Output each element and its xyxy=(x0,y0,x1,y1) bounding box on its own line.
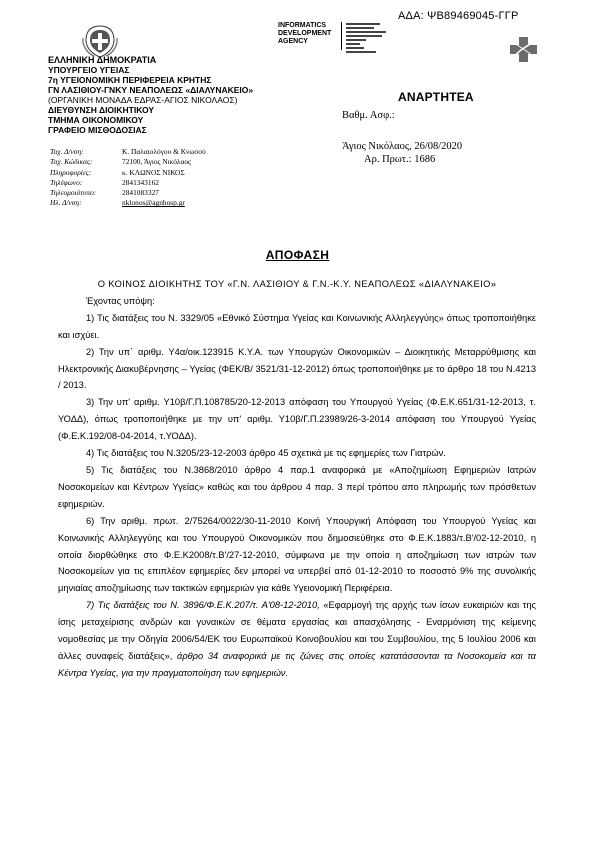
logo-line-2: DEVELOPMENT xyxy=(278,30,332,37)
ada-number: ΑΔΑ: ΨΒ89469045-ΓΓΡ xyxy=(398,10,519,22)
clause-6: 6) Την αριθμ. πρωτ. 2/75264/0022/30-11-2010 Κοινή Υπουργική Απόφαση του Υπουργού Υγείας και Κοινωνικής Αλληλεγγύης και του Υπουργού Οικονομικών που δημοσιεύθηκε στο Φ.Ε.Κ.1883/τ.Β'/02-12-2010, η οποία διορθώθηκε στο Φ.Ε.Κ2008/τ.Β'/27-12-2010, σύμφωνα με την οποία η αποζημίωση των ιατρών των Νοσοκομείων για τις επιπλέον εφημερίες δεν μπορεί να υπερβεί από 01-12-2010 το ποσοστό 9% της συνολικής μηνιαίας αποζημίωσης των τακτικών εφημεριών για κάθε Υγειονομική Περιφέρεια. xyxy=(58,515,536,594)
security-grade: Βαθμ. Ασφ.: xyxy=(342,110,395,121)
contact-key: Τηλεομοιότυπο: xyxy=(50,188,97,198)
protocol-number: Αρ. Πρωτ.: 1686 xyxy=(364,154,436,165)
clause-1: 1) Τις διατάξεις του Ν. 3329/05 «Εθνικό Σύστημα Υγείας και Κοινωνικής Αλληλεγγύης» όπως τροποποιήθηκε και ισχύει. xyxy=(58,312,536,340)
body-lead: Έχοντας υπόψη: xyxy=(86,295,155,306)
header-line-5: (ΟΡΓΑΝΙΚΗ ΜΟΝΑΔΑ ΕΔΡΑΣ-ΑΓΙΟΣ ΝΙΚΟΛΑΟΣ) xyxy=(48,95,238,105)
contact-value: 2841343162 xyxy=(122,177,159,187)
clause-2: 2) Την υπ΄ αριθμ. Υ4α/οικ.123915 Κ.Υ.Α. των Υπουργών Οικονομικών – Διοικητικής Μεταρρύθμισης και Ηλεκτρονικής Διακυβέρνησης – Υγείας (ΦΕΚ/Β/ 3521/31-12-2012) όπως τροποποιήθηκε με το άρθρο 18 του Ν.4213 / 2013. xyxy=(58,346,536,391)
contact-key: Ηλ. Δ/νση: xyxy=(50,198,82,208)
clause-7-article: άρθρο 34 αναφορικά με τις ζώνες στις οποίες κατατάσσονται τα Νοσοκομεία και τα Κέντρα Υγείας, για την πραγματοποίηση των εφημεριών. xyxy=(58,650,536,678)
header-line-8: ΓΡΑΦΕΙΟ ΜΙΣΘΟΔΟΣΙΑΣ xyxy=(48,125,147,135)
header-line-7: ΤΜΗΜΑ ΟΙΚΟΝΟΜΙΚΟΥ xyxy=(48,115,144,125)
greek-crest-icon xyxy=(80,24,120,58)
decision-body xyxy=(58,276,536,682)
header-line-2: ΥΠΟΥΡΓΕΙΟ ΥΓΕΙΑΣ xyxy=(48,65,130,75)
contact-value: Κ. Παλαιολόγου & Κνωσού xyxy=(122,147,206,156)
header-line-4: ΓΝ ΛΑΣΙΘΙΟΥ-ΓΝΚΥ ΝΕΑΠΟΛΕΩΣ «ΔΙΑΛΥΝΑΚΕΙΟ» xyxy=(48,85,254,95)
clause-3: 3) Την υπ' αριθμ. Υ10β/Γ.Π.108785/20-12-2013 απόφαση του Υπουργού Υγείας (Φ.Ε.Κ.651/31-12-2013, τ. ΥΟΔΔ), όπως τροποποιήθηκε με την υπ' αριθμ. Υ10β/Γ.Π.23989/26-3-2014 απόφαση του Υπουργού Υγείας (Φ.Ε.Κ.192/08-04-2014, τ.ΥΟΔΔ). xyxy=(58,397,536,442)
document-date: Άγιος Νικόλαος, 26/08/2020 xyxy=(342,141,463,152)
contact-value: 72100, Άγιος Νικόλαος xyxy=(122,157,191,167)
publication-stamp: ΑΝΑΡΤΗΤΕΑ xyxy=(398,90,474,104)
contact-key: Ταχ. Κώδικας: xyxy=(50,157,93,167)
clause-5: 5) Τις διατάξεις του Ν.3868/2010 άρθρο 4 παρ.1 αναφορικά με «Αποζημίωση Εφημεριών Ιατρών Νοσοκομείων και Κέντρων Υγείας» καθώς και του άρθρου 4 παρ. 3 περί τρόπου απο πληρωμής των πρόσθετων εφημεριών. xyxy=(58,464,536,509)
medical-cross-icon xyxy=(508,37,542,62)
contact-row xyxy=(50,188,206,198)
clause-4: 4) Τις διατάξεις του Ν.3205/23-12-2003 άρθρο 45 σχετικά με τις εφημερίες των Γιατρών. xyxy=(86,448,446,459)
contact-row xyxy=(50,178,206,188)
contact-row xyxy=(50,198,206,208)
contact-key: Τηλέφωνο: xyxy=(50,177,83,187)
header-line-1: ΕΛΛΗΝΙΚΗ ΔΗΜΟΚΡΑΤΙΑ xyxy=(48,55,157,65)
contact-key: Πληροφορίες: xyxy=(50,167,92,177)
contact-details xyxy=(50,147,206,209)
clause-7-law: 7) Τις διατάξεις του Ν. 3896/Φ.Ε.Κ.207/τ. Α'08-12-2010, xyxy=(86,600,320,611)
header-line-6: ΔΙΕΥΘΥΝΣΗ ΔΙΟΙΚΗΤΙΚΟΥ xyxy=(48,105,155,115)
logo-fine-print xyxy=(346,23,408,62)
body-heading: Ο ΚΟΙΝΟΣ ΔΙΟΙΚΗΤΗΣ ΤΟΥ «Γ.Ν. ΛΑΣΙΘΙΟΥ & Γ.Ν.-Κ.Υ. ΝΕΑΠΟΛΕΩΣ «ΔΙΑΛΥΝΑΚΕΙΟ» xyxy=(97,279,497,289)
informatics-agency-logo xyxy=(278,22,428,62)
contact-row xyxy=(50,147,206,157)
contact-row xyxy=(50,168,206,178)
contact-row xyxy=(50,157,206,167)
clause-7-title: «Εφαρμογή της αρχής των ίσων ευκαιριών και της ίσης μεταχείρισης ανδρών και γυναικών σε θέματα εργασίας και απασχόλησης - Εναρμόνιση της κείμενης νομοθεσίας με την Οδηγία 2006/54/ΕΚ του Ευρωπαϊκού Κοινοβουλίου και του Συμβουλίου, της 5 Ιουλίου 2006 και άλλες συναφείς διατάξεις», xyxy=(58,600,537,661)
contact-value: κ. ΚΛΩΝΟΣ ΝΙΚΟΣ xyxy=(122,167,185,177)
header-line-3: 7η ΥΓΕΙΟΝΟΜΙΚΗ ΠΕΡΙΦΕΡΕΙΑ ΚΡΗΤΗΣ xyxy=(48,75,212,85)
logo-line-1: INFORMATICS xyxy=(278,22,327,29)
contact-key: Ταχ. Δ/νση: xyxy=(50,147,84,156)
email-link[interactable]: nklonos@agnhosp.gr xyxy=(122,198,185,208)
contact-value: 2841083327 xyxy=(122,188,159,198)
clause-7 xyxy=(58,597,536,682)
logo-line-3: AGENCY xyxy=(278,38,308,45)
issuer-header xyxy=(48,55,253,135)
document-title: ΑΠΟΦΑΣΗ xyxy=(265,248,330,262)
